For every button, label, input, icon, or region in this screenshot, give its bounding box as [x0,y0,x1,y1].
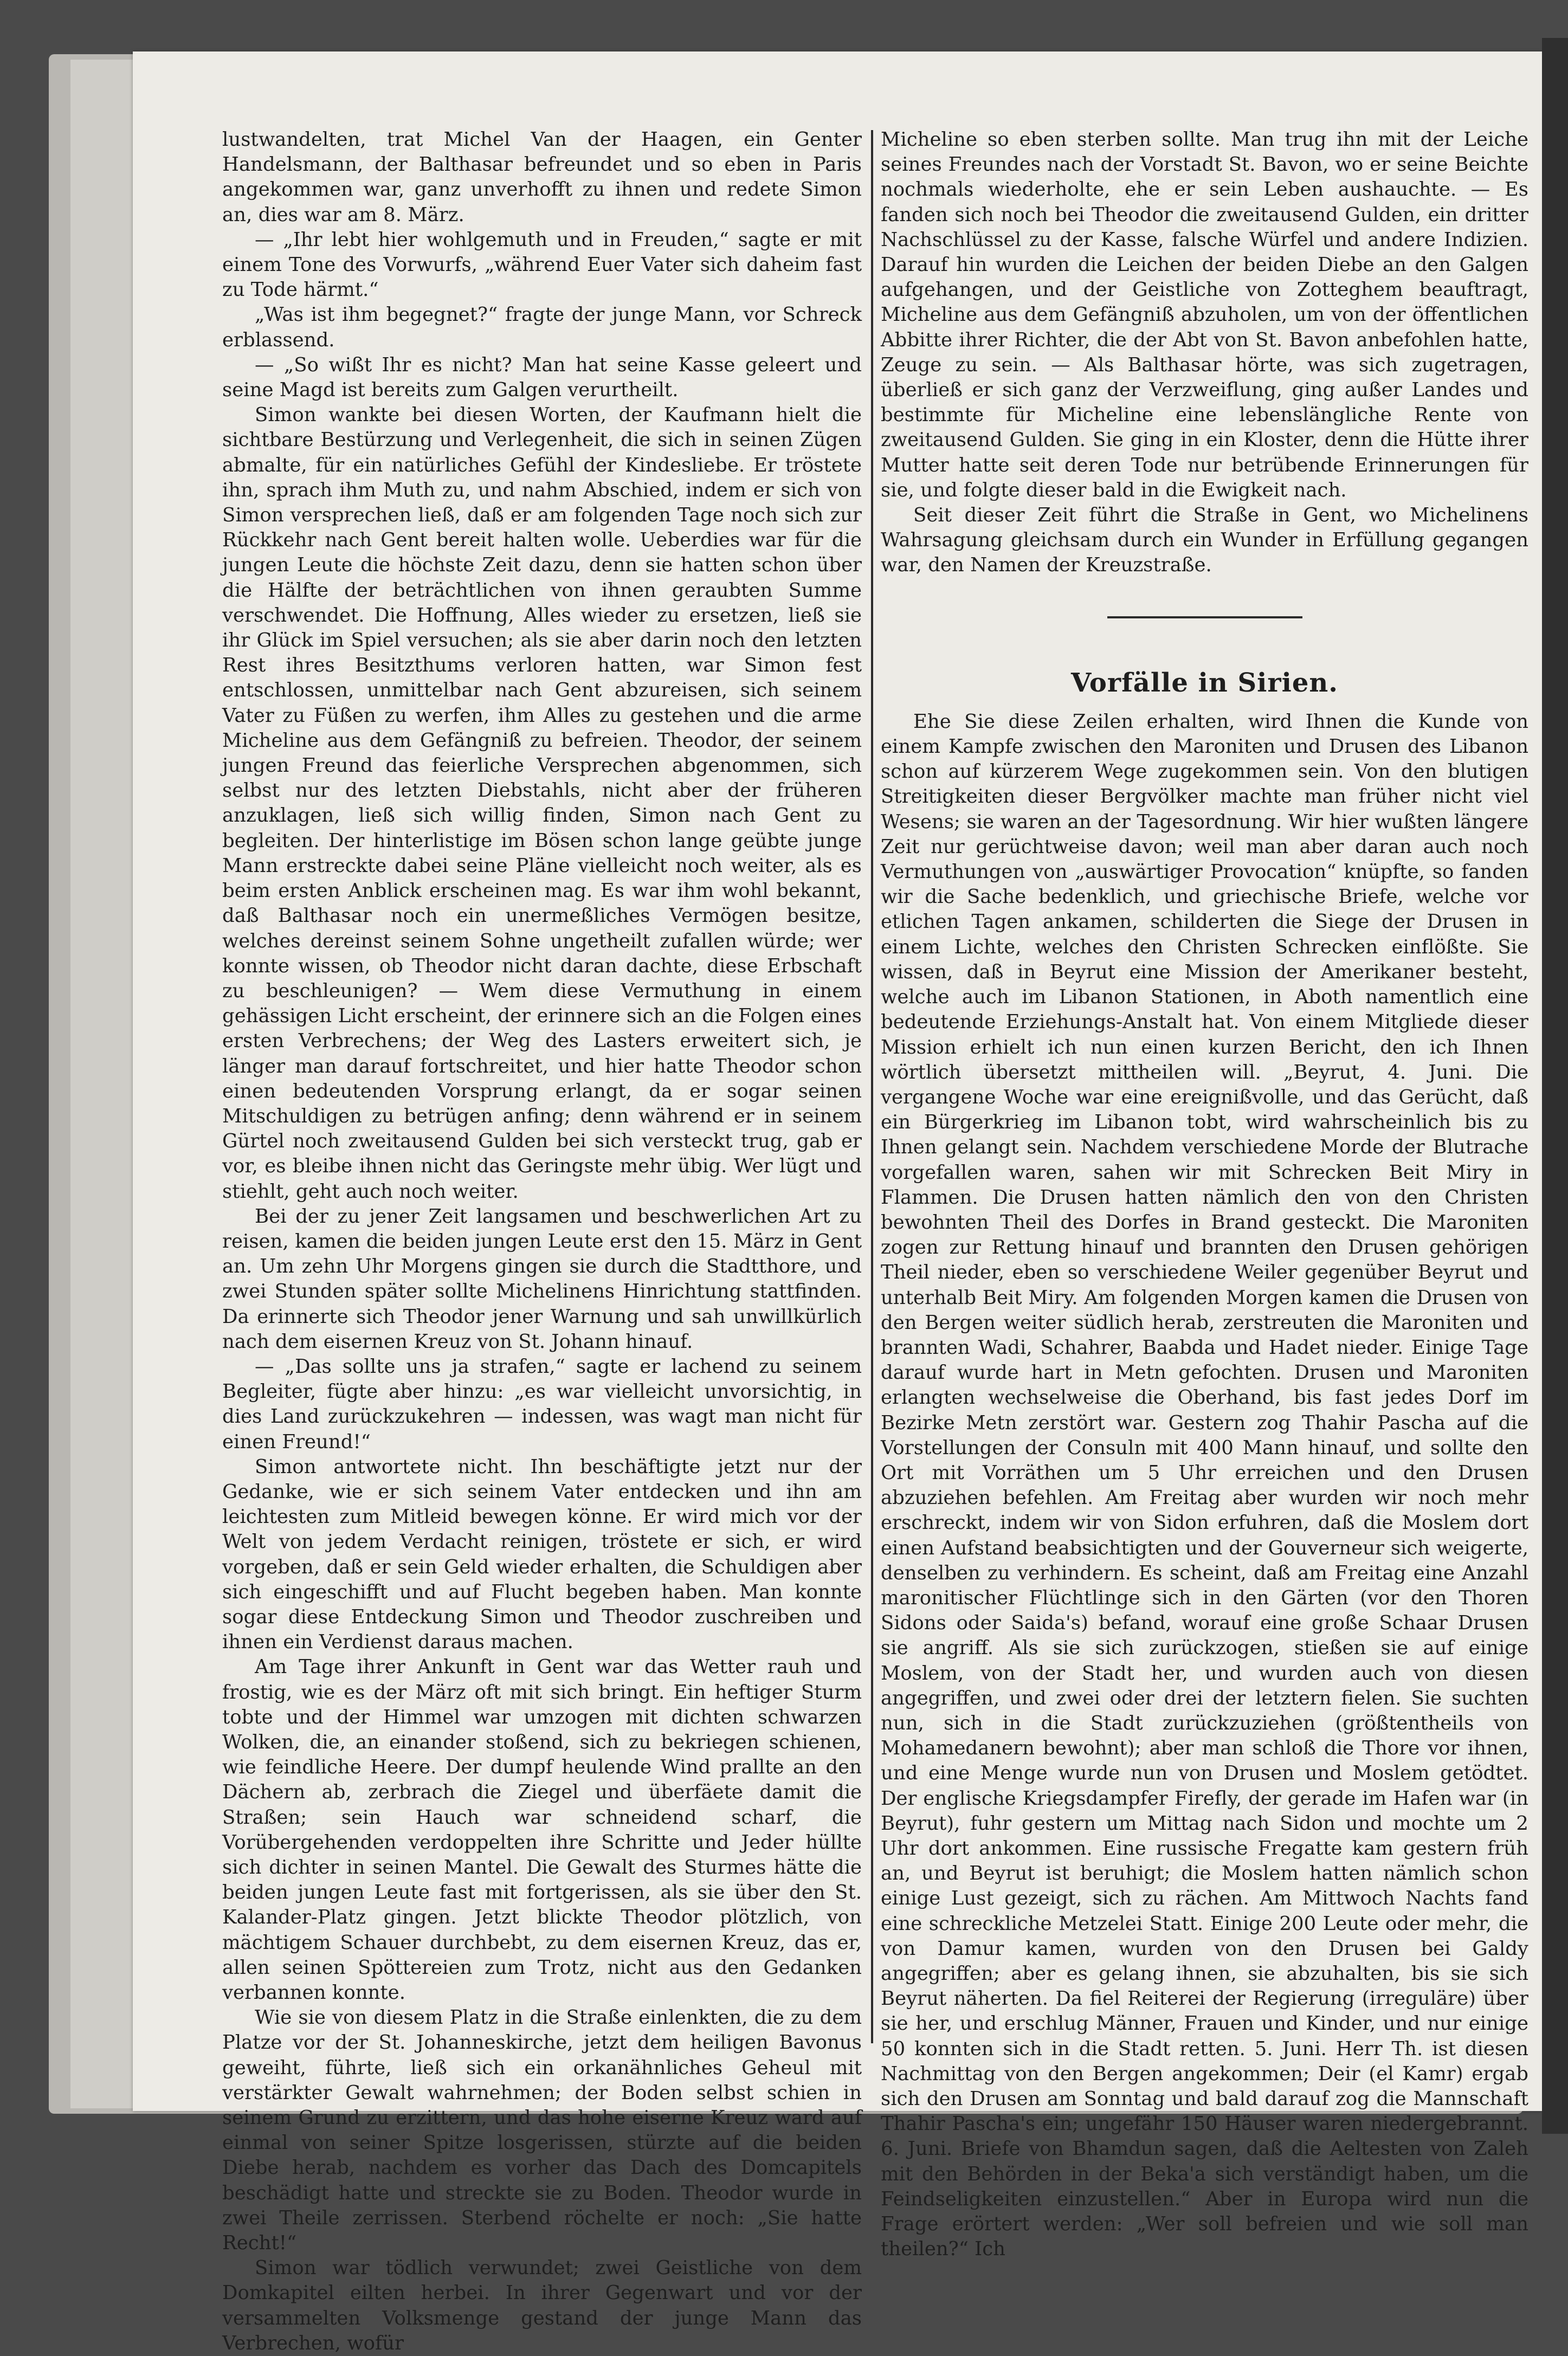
paragraph: Ehe Sie diese Zeilen erhalten, wird Ihnen die Kunde von einem Kampfe zwischen den Maroniten und Drusen des Libanon schon auf kürzerem Wege zugekommen sein. Von den blutigen Streitigkeiten dieser Bergvölker machte man früher nicht viel Wesens; sie waren an der Tagesordnung. Wir hier wußten längere Zeit nur gerüchtweise davon; weil man aber daran auch noch Vermuthungen von „auswärtiger Provocation“ knüpfte, so fanden wir die Sache bedenklich, und griechische Briefe, welche vor etlichen Tagen ankamen, schilderten die Siege der Drusen in einem Lichte, welches den Christen Schrecken einflößte. Sie wissen, daß in Beyrut eine Mission der Amerikaner besteht, welche auch im Libanon Stationen, in Aboth namentlich eine bedeutende Erziehungs-Anstalt hat. Von einem Mitgliede dieser Mission erhielt ich nun einen kurzen Bericht, den ich Ihnen wörtlich übersetzt mittheilen will. „Beyrut, 4. Juni. Die vergangene Woche war eine ereignißvolle, und das Gerücht, daß ein Bürgerkrieg im Libanon tobt, wird wahrscheinlich bis zu Ihnen gelangt sein. Nachdem verschiedene Morde der Blutrache vorgefallen waren, sahen wir mit Schrecken Beit Miry in Flammen. Die Drusen hatten nämlich den von den Christen bewohnten Theil des Dorfes in Brand gesteckt. Die Maroniten zogen zur Rettung hinauf und brannten den Drusen gehörigen Theil nieder, eben so verschiedene Weiler gegenüber Beyrut und unterhalb Beit Miry. Am folgenden Morgen kamen die Drusen von den Bergen weiter südlich herab, zerstreuten die Maroniten und brannten Wadi, Schahrer, Baabda und Hadet nieder. Einige Tage darauf wurde hart in Metn gefochten. Drusen und Maroniten erlangten wechselweise die Oberhand, bis fast jedes Dorf im Bezirke Metn zerstört war. Gestern zog Thahir Pascha auf die Vorstellungen der Consuln mit 400 Mann hinauf, und sollte den Ort mit Vorräthen um 5 Uhr erreichen und den Drusen abzuziehen befehlen. Am Freitag aber wurden wir noch mehr erschreckt, indem wir von Sidon erfuhren, daß die Moslem dort einen Aufstand beabsichtigten und der Gouverneur sich weigerte, denselben zu verhindern. Es scheint, daß am Freitag eine Anzahl maronitischer Flüchtlinge sich in den Gärten (vor den Thoren Sidons oder Saida's) befand, worauf eine große Schaar Drusen sie angriff. Als sie sich zurückzogen, stießen sie auf einige Moslem, von der Stadt her, und wurden auch von diesen angegriffen, und zwei oder drei der letztern fielen. Sie suchten nun, sich in die Stadt zurückzuziehen (größtentheils von Mohamedanern bewohnt); aber man schloß die Thore vor ihnen, und eine Menge wurde nun von Drusen und Moslem getödtet. Der englische Kriegsdampfer Firefly, der gerade im Hafen war (in Beyrut), fuhr gestern um Mittag nach Sidon und mochte um 2 Uhr dort ankommen. Eine russische Fregatte kam gestern früh an, und Beyrut ist beruhigt; die Moslem hatten nämlich schon einige Lust gezeigt, sich zu rächen. Am Mittwoch Nachts fand eine schreckliche Metzelei Statt. Einige 200 Leute oder mehr, die von Damur kamen, wurden von den Drusen bei Galdy angegriffen; aber es gelang ihnen, sie abzuhalten, bis sie sich Beyrut näherten. Da fiel Reiterei der Regierung (irreguläre) über sie her, und erschlug Männer, Frauen und Kinder, und nur einige 50 konnten sich in die Stadt retten. 5. Juni. Herr Th. ist diesen Nachmittag von den Bergen angekommen; Deir (el Kamr) ergab sich den Drusen am Sonntag und bald darauf zog die Mannschaft Thahir Pascha's ein; ungefähr 150 Häuser waren niedergebrannt. 6. Juni. Briefe von Bhamdun sagen, daß die Aeltesten von Zaleh mit den Behörden in der Beka'a sich verständigt haben, um die Feindseligkeiten einzustellen.“ Aber in Europa wird nun die Frage erörtert werden: „Wer soll befreien und wie soll man theilen?“ Ich [881,710,1528,2261]
paragraph: Micheline so eben sterben sollte. Man trug ihn mit der Leiche seines Freundes nach der Vorstadt St. Bavon, wo er seine Beichte nochmals wiederholte, ehe er sein Leben aushauchte. — Es fanden sich noch bei Theodor die zweitausend Gulden, ein dritter Nachschlüssel zu der Kasse, falsche Würfel und andere Indizien. Darauf hin wurden die Leichen der beiden Diebe an den Galgen aufgehangen, und der Geistliche von Zotteghem beauftragt, Micheline aus dem Gefängniß abzuholen, um von der öffentlichen Abbitte ihrer Richter, die der Abt von St. Bavon anbefohlen hatte, Zeuge zu sein. — Als Balthasar hörte, was sich zugetragen, überließ er sich ganz der Verzweiflung, ging außer Landes und bestimmte für Micheline eine lebenslängliche Rente von zweitausend Gulden. Sie ging in ein Kloster, denn die Hütte ihrer Mutter hatte seit deren Tode nur betrübende Erinnerungen für sie, und folgte dieser bald in die Ewigkeit nach. [881,128,1528,501]
scan-background-edge [1542,38,1568,2134]
paragraph: — „So wißt Ihr es nicht? Man hat seine Kasse geleert und seine Magd ist bereits zum Galgen verurtheilt. [222,353,862,402]
section-separator [1107,616,1302,618]
right-column [881,127,1528,2262]
right-column-article [881,709,1528,2262]
newspaper-page [133,51,1542,2354]
paragraph: Bei der zu jener Zeit langsamen und beschwerlichen Art zu reisen, kamen die beiden jungen Leute erst den 15. März in Gent an. Um zehn Uhr Morgens gingen sie durch die Stadtthore, und zwei Stunden später sollte Michelinens Hinrichtung stattfinden. Da erinnerte sich Theodor jener Warnung und sah unwillkürlich nach dem eisernen Kreuz von St. Johann hinauf. [222,1205,862,1353]
paragraph: „Was ist ihm begegnet?“ fragte der junge Mann, vor Schreck erblassend. [222,304,862,351]
right-column-story-end [881,127,1528,578]
paragraph: Am Tage ihrer Ankunft in Gent war das Wetter rauh und frostig, wie es der März oft mit sich bringt. Ein heftiger Sturm tobte und der Himmel war umzogen mit dichten schwarzen Wolken, die, an einander stoßend, sich zu bekriegen schienen, wie feindliche Heere. Der dumpf heulende Wind prallte an den Dächern ab, zerbrach die Ziegel und überfäete damit die Straßen; sein Hauch war schneidend scharf, die Vorübergehenden verdoppelten ihre Schritte und Jeder hüllte sich dichter in seinen Mantel. Die Gewalt des Sturmes hätte die beiden jungen Leute fast mit fortgerissen, als sie über den St. Kalander-Platz gingen. Jetzt blickte Theodor plötzlich, von mächtigem Schauer durchbebt, zu dem eisernen Kreuz, das er, allen seinen Spöttereien zum Trotz, nicht aus den Gedanken verbannen konnte. [222,1656,862,2004]
paragraph: Simon wankte bei diesen Worten, der Kaufmann hielt die sichtbare Bestürzung und Verlegenheit, die sich in seinen Zügen abmalte, für ein natürliches Gefühl der Kindesliebe. Er tröstete ihn, sprach ihm Muth zu, und nahm Abschied, indem er sich von Simon versprechen ließ, daß er am folgenden Tage noch sich zur Rückkehr nach Gent bereit halten wolle. Ueberdies war für die jungen Leute die höchste Zeit dazu, denn sie hatten schon über die Hälfte der beträchtlichen von ihnen geraubten Summe verschwendet. Die Hoffnung, Alles wieder zu ersetzen, ließ sie ihr Glück im Spiel versuchen; als sie aber darin noch den letzten Rest ihres Besitzthums verloren hatten, war Simon fest entschlossen, unmittelbar nach Gent abzureisen, sich seinem Vater zu Füßen zu werfen, ihm Alles zu gestehen und die arme Micheline aus dem Gefängniß zu befreien. Theodor, der seinem jungen Freund das feierliche Versprechen abgenommen, sich selbst nur des letzten Diebstahls, nicht aber der früheren anzuklagen, ließ sich willig finden, Simon nach Gent zu begleiten. Der hinterlistige im Bösen schon lange geübte junge Mann erstreckte dabei seine Pläne vielleicht noch weiter, als es beim ersten Anblick erscheinen mag. Es war ihm wohl bekannt, daß Balthasar noch ein unermeßliches Vermögen besitze, welches dereinst seinem Sohne ungetheilt zufallen würde; wer konnte wissen, ob Theodor nicht daran dachte, diese Erbschaft zu beschleunigen? — Wem diese Vermuthung in einem gehässigen Licht erscheint, der erinnere sich an die Folgen eines ersten Verbrechens; der Weg des Lasters erweitert sich, je länger man darauf fortschreitet, und hier hatte Theodor schon einen bedeutenden Vorsprung erlangt, da er sogar seinen Mitschuldigen zu betrügen anfing; denn während er in seinem Gürtel noch zweitausend Gulden bei sich versteckt trug, gab er vor, es bleibe ihnen nicht das Geringste mehr übig. Wer lügt und stiehlt, geht auch noch weiter. [222,404,862,1203]
left-column [222,127,862,2356]
paragraph: Seit dieser Zeit führt die Straße in Gent, wo Michelinens Wahrsagung gleichsam durch ein Wunder in Erfüllung gegangen war, den Namen der Kreuzstraße. [881,504,1528,577]
section-title: Vorfälle in Sirien. [1070,667,1339,698]
paragraph: — „Ihr lebt hier wohlgemuth und in Freuden,“ sagte er mit einem Tone des Vorwurfs, „während Euer Vater sich daheim fast zu Tode härmt.“ [222,228,862,301]
column-divider [871,130,873,2043]
paragraph: Wie sie von diesem Platz in die Straße einlenkten, die zu dem Platze vor der St. Johanneskirche, jetzt dem heiligen Bavonus geweiht, führte, ließ sich ein orkanähnliches Geheul mit verstärkter Gewalt wahrnehmen; der Boden selbst schien in seinem Grund zu erzittern, und das hohe eiserne Kreuz ward auf einmal von seiner Spitze losgerissen, stürzte auf die beiden Diebe herab, nachdem es vorher das Dach des Domcapitels beschädigt hatte und streckte sie zu Boden. Theodor wurde in zwei Theile zerrissen. Sterbend röchelte er noch: „Sie hatte Recht!“ [222,2006,862,2255]
paragraph: Simon antwortete nicht. Ihn beschäftigte jetzt nur der Gedanke, wie er sich seinem Vater entdecken und ihn am leichtesten zum Mitleid bewegen könne. Er wird mich vor der Welt von jedem Verdacht reinigen, tröstete er sich, er wird vorgeben, daß er sein Geld wieder erhalten, die Schuldigen aber sich eingeschifft und auf Flucht begeben haben. Man konnte sogar diese Entdeckung Simon und Theodor zuschreiben und ihnen ein Verdienst daraus machen. [222,1455,862,1654]
paragraph: Simon war tödlich verwundet; zwei Geistliche von dem Domkapitel eilten herbei. In ihrer Gegenwart und vor der versammelten Volksmenge gestand der junge Mann das Verbrechen, wofür [222,2257,862,2354]
paragraph: — „Das sollte uns ja strafen,“ sagte er lachend zu seinem Begleiter, fügte aber hinzu: „es war vielleicht unvorsichtig, in dies Land zurückzukehren — indessen, was wagt man nicht für einen Freund!“ [222,1355,862,1453]
paragraph: lustwandelten, trat Michel Van der Haagen, ein Genter Handelsmann, der Balthasar befreundet und so eben in Paris angekommen war, ganz unverhofft zu ihnen und redete Simon an, dies war am 8. März. [222,128,862,226]
